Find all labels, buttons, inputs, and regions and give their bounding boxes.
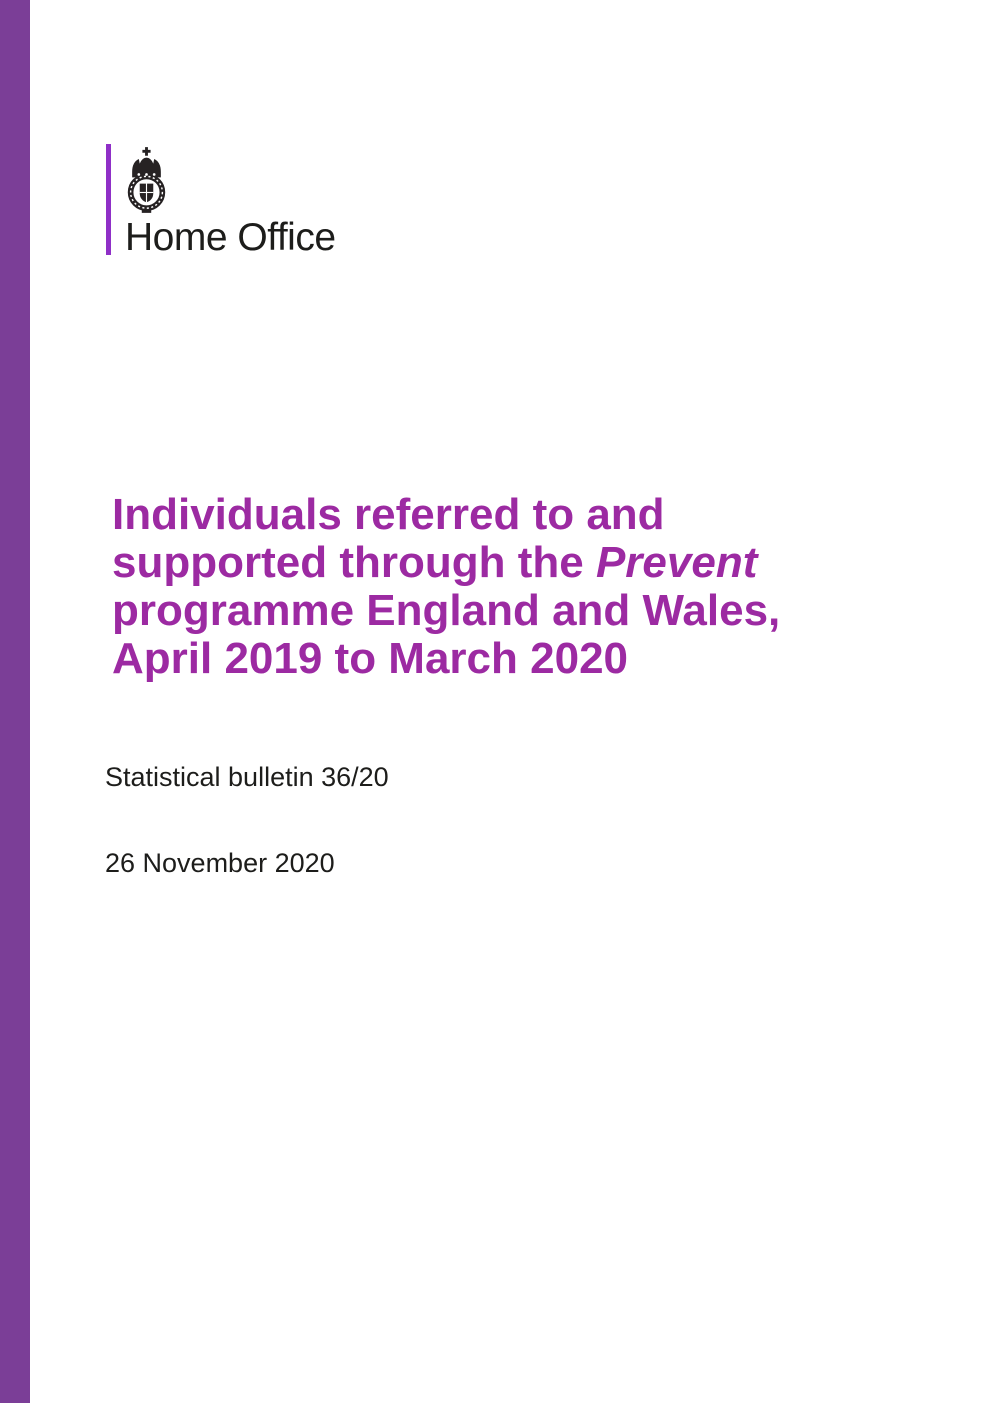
title-prevent-italic: Prevent [595,538,758,587]
title-line-2 [112,539,852,587]
logo-wordmark: Home Office [125,216,336,259]
royal-crest-icon [126,147,167,215]
title-line-4: April 2019 to March 2020 [112,634,629,683]
logo-stripe [106,144,111,255]
bulletin-number: Statistical bulletin 36/20 [105,762,389,792]
title-line-3: programme England and Wales, [112,586,781,635]
title-line-2-text: supported through the [112,538,596,587]
cover-accent-bar [0,0,30,1403]
report-title [112,491,852,683]
publication-date: 26 November 2020 [105,848,335,878]
title-line-1: Individuals referred to and [112,490,665,539]
